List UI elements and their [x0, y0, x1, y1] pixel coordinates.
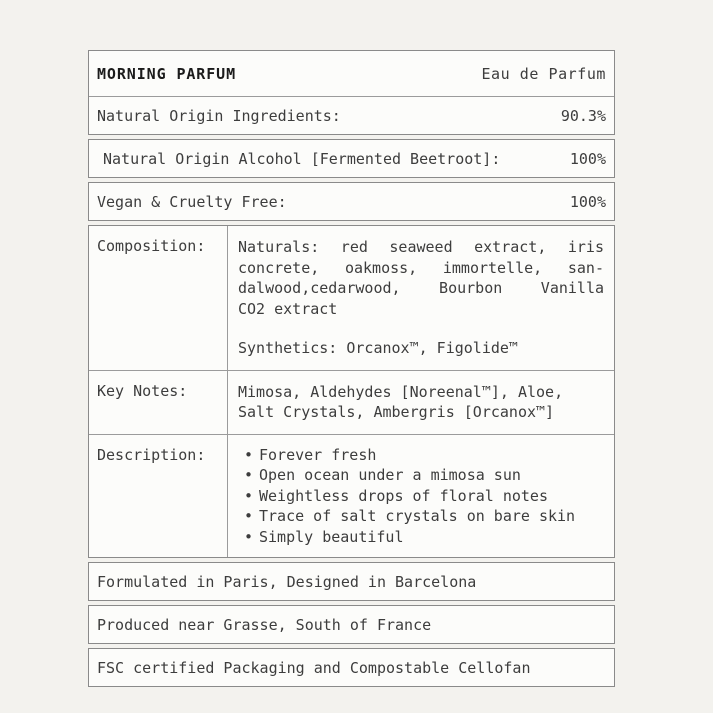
- key-notes-label: Key Notes:: [89, 371, 228, 434]
- title-row: [89, 51, 614, 97]
- footnote-text: Formulated in Paris, Designed in Barcelona: [97, 572, 477, 591]
- key-notes-row: [89, 370, 614, 434]
- bullet-icon: •: [244, 527, 254, 546]
- description-label: Description:: [89, 435, 228, 558]
- footnote-text: FSC certified Packaging and Compostable Cellofan: [97, 658, 531, 677]
- composition-content: [228, 226, 614, 370]
- description-bullet-list: [228, 435, 614, 558]
- details-box: [88, 225, 615, 558]
- footnote-box-packaging: [88, 648, 615, 687]
- bullet-text: Forever fresh: [259, 445, 377, 464]
- header-box: [88, 50, 615, 135]
- stat-label: Natural Origin Ingredients:: [97, 106, 341, 125]
- description-bullet-item: [244, 465, 604, 486]
- description-bullet-item: [244, 486, 604, 507]
- bullet-icon: •: [244, 445, 254, 464]
- key-notes-line: Salt Crystals, Ambergris [Orcanox™]: [238, 403, 555, 421]
- stat-row-natural-origin-alcohol: [89, 140, 614, 177]
- key-notes-content: [228, 371, 614, 434]
- bullet-icon: •: [244, 466, 254, 484]
- description-bullet-item: [244, 506, 604, 527]
- product-spec-card: [88, 50, 615, 687]
- product-type: Eau de Parfum: [481, 64, 606, 83]
- footnote-box-formulated: [88, 562, 615, 601]
- bullet-text: Simply beautiful: [259, 527, 404, 546]
- footnote-box-produced: [88, 605, 615, 644]
- stat-label: Natural Origin Alcohol [Fermented Beetroot]:: [103, 149, 501, 168]
- bullet-icon: •: [244, 507, 254, 525]
- composition-row: [89, 226, 614, 370]
- description-bullet-item: [244, 527, 604, 548]
- stat-value: 100%: [569, 192, 606, 211]
- naturals-line: CO2 extract: [238, 299, 338, 318]
- naturals-line: dalwood,cedarwood, Bourbon Vanilla: [238, 279, 604, 297]
- bullet-icon: •: [244, 486, 254, 505]
- bullet-text: Trace of salt crystals on bare skin: [259, 507, 576, 525]
- stat-label: Vegan & Cruelty Free:: [97, 192, 287, 211]
- stat-box-natural-origin-alcohol: [88, 139, 615, 178]
- stat-row-natural-origin-ingredients: [89, 97, 614, 134]
- key-notes-line: Mimosa, Aldehydes [Noreenal™], Aloe,: [238, 382, 564, 401]
- naturals-line: concrete, oakmoss, immortelle, san-: [238, 258, 604, 277]
- stat-value: 90.3%: [560, 106, 606, 125]
- bullet-text: Weightless drops of floral notes: [259, 486, 548, 505]
- stat-value: 100%: [569, 149, 606, 168]
- product-name: MORNING PARFUM: [97, 64, 237, 83]
- description-bullet-item: [244, 445, 604, 466]
- composition-label: Composition:: [89, 226, 228, 370]
- bullet-text: Open ocean under a mimosa sun: [259, 466, 521, 484]
- naturals-line: Naturals: red seaweed extract, iris: [238, 238, 604, 256]
- footnote-text: Produced near Grasse, South of France: [97, 615, 432, 634]
- stat-row-vegan-cruelty-free: [89, 183, 614, 220]
- synthetics-line: Synthetics: Orcanox™, Figolide™: [238, 339, 518, 357]
- stat-box-vegan-cruelty-free: [88, 182, 615, 221]
- description-row: [89, 434, 614, 558]
